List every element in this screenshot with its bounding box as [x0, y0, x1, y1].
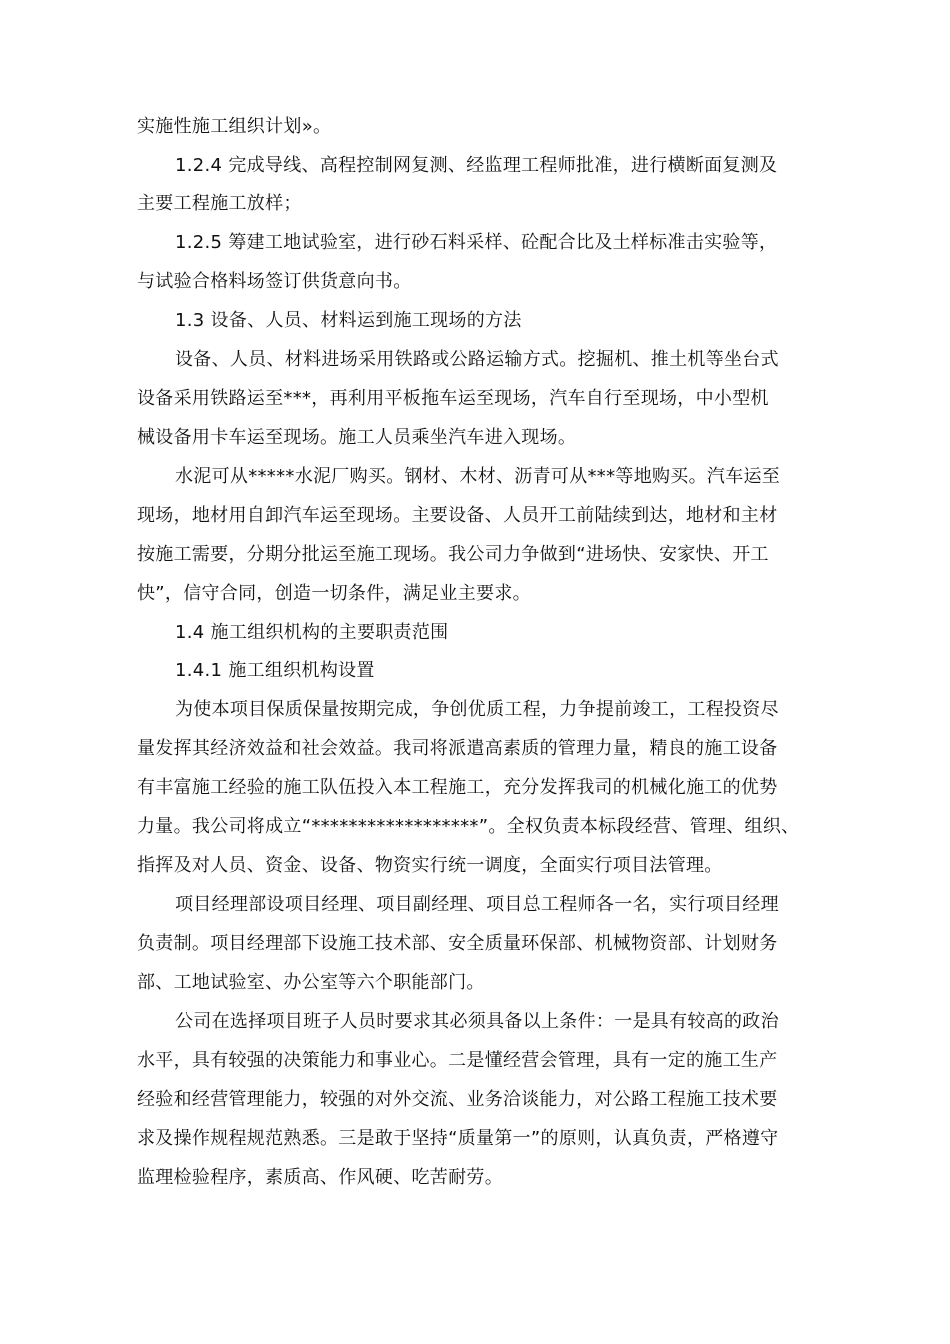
text-line: 与试验合格料场签订供货意向书。: [137, 271, 412, 292]
text-line: 指挥及对人员、资金、设备、物资实行统一调度，全面实行项目法管理。: [137, 855, 723, 876]
text-line: 械设备用卡车运至现场。施工人员乘坐汽车进入现场。: [137, 427, 577, 448]
text-line: 设备、人员、材料进场采用铁路或公路运输方式。挖掘机、推土机等坐台式: [175, 349, 779, 370]
text-line: 负责制。项目经理部下设施工技术部、安全质量环保部、机械物资部、计划财务: [137, 933, 778, 954]
text-line: 快”，信守合同，创造一切条件，满足业主要求。: [137, 583, 531, 604]
text-line: 水泥可从*****水泥厂购买。钢材、木材、沥青可从***等地购买。汽车运至: [175, 466, 781, 487]
text-line: 水平，具有较强的决策能力和事业心。二是懂经营会管理，具有一定的施工生产: [137, 1050, 778, 1071]
section-heading: 1.3 设备、人员、材料运到施工现场的方法: [175, 310, 522, 331]
text-line: 1.2.4 完成导线、高程控制网复测、经监理工程师批准，进行横断面复测及: [175, 155, 778, 176]
text-line: 按施工需要，分期分批运至施工现场。我公司力争做到“进场快、安家快、开工: [137, 544, 769, 565]
text-line: 现场，地材用自卸汽车运至现场。主要设备、人员开工前陆续到达，地材和主材: [137, 505, 778, 526]
text-line: 实施性施工组织计划»。: [137, 116, 332, 137]
text-line: 监理检验程序，素质高、作风硬、吃苦耐劳。: [137, 1167, 503, 1188]
text-line: 部、工地试验室、办公室等六个职能部门。: [137, 972, 485, 993]
text-line: 项目经理部设项目经理、项目副经理、项目总工程师各一名，实行项目经理: [175, 894, 779, 915]
text-line: 求及操作规程规范熟悉。三是敢于坚持“质量第一”的原则，认真负责，严格遵守: [137, 1128, 779, 1149]
section-heading: 1.4 施工组织机构的主要职责范围: [175, 622, 449, 643]
text-line: 量发挥其经济效益和社会效益。我司将派遣高素质的管理力量，精良的施工设备: [137, 738, 778, 759]
text-line: 为使本项目保质保量按期完成，争创优质工程，力争提前竣工，工程投资尽: [175, 699, 779, 720]
text-line: 公司在选择项目班子人员时要求其必须具备以上条件：一是具有较高的政治: [175, 1011, 779, 1032]
text-line: 主要工程施工放样；: [137, 193, 302, 214]
subsection-heading: 1.4.1 施工组织机构设置: [175, 660, 375, 681]
text-line: 设备采用铁路运至***，再利用平板拖车运至现场，汽车自行至现场，中小型机: [137, 388, 769, 409]
text-line: 力量。我公司将成立“******************”。全权负责本标段经营、管理、组织、: [137, 816, 800, 837]
text-line: 经验和经营管理能力，较强的对外交流、业务洽谈能力，对公路工程施工技术要: [137, 1089, 778, 1110]
text-line: 有丰富施工经验的施工队伍投入本工程施工，充分发挥我司的机械化施工的优势: [137, 777, 778, 798]
text-line: 1.2.5 筹建工地试验室，进行砂石料采样、砼配合比及土样标准击实验等，: [175, 232, 778, 253]
